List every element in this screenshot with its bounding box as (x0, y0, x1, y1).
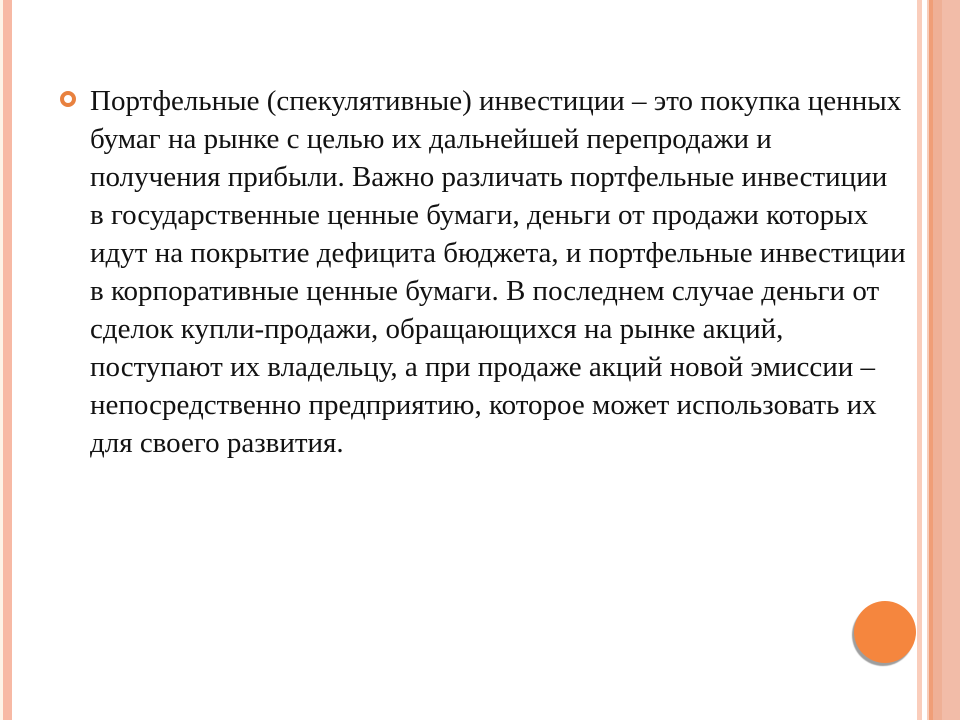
bullet-list-item (60, 82, 910, 462)
right-band-mid-line (933, 0, 942, 720)
bullet-text: Портфельные (спекулятивные) инвестиции – это покупка ценных бумаг на рынке с целью их дальнейшей перепродажи и получения прибыли. Важно различать портфельные инвестиции в государственные ценные бумаги, деньги от продажи которых идут на покрытие дефицита бюджета, и портфельные инвестиции в корпоративные ценные бумаги. В последнем случае деньги от сделок купли-продажи, обращающихся на рынке акций, поступают их владельцу, а при продаже акций новой эмиссии – непосредственно предприятию, которое может использовать их для своего развития. (90, 85, 906, 459)
left-border-stripe (3, 0, 12, 720)
decorative-orange-circle (854, 601, 916, 663)
bullet-ring-icon (60, 91, 76, 107)
right-thin-border-stripe (917, 0, 922, 720)
right-border-band (927, 0, 960, 720)
